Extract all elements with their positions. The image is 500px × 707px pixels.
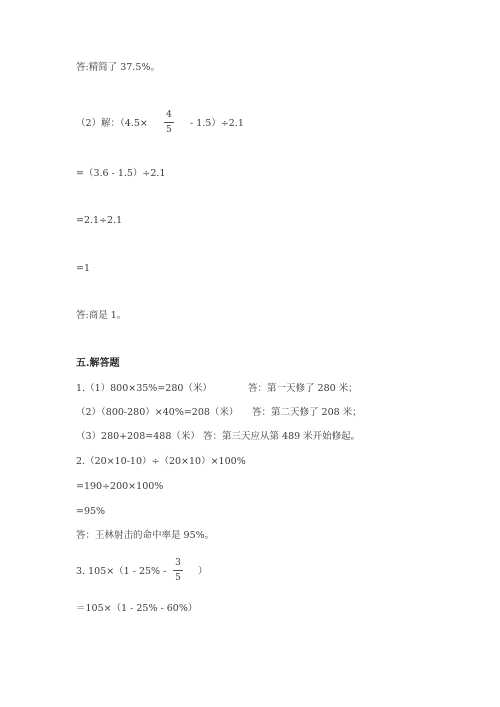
problem3-suffix: ） (198, 566, 208, 577)
problem3-fraction-denominator: 5 (175, 573, 181, 583)
problem3-fraction-numerator: 3 (175, 558, 181, 568)
answer-line-2: 答:商是 1。 (76, 310, 127, 321)
problem1-part3-answer: 答：第三天应从第 489 米开始修起。 (203, 431, 361, 442)
answer-line-1: 答:精简了 37.5%。 (76, 62, 160, 73)
problem1-part2-answer: 答：第二天修了 208 米； (252, 407, 362, 418)
problem3-prefix: 3. 105×（1 - 25% - (76, 566, 167, 577)
problem1-part3-calc: （3）280+208=488（米） (76, 431, 200, 442)
problem2-answer: 答：王林射击的命中率是 95%。 (76, 530, 215, 541)
part2-suffix: - 1.5）÷2.1 (190, 118, 244, 129)
step-line-1: =（3.6 - 1.5）÷2.1 (76, 168, 166, 179)
problem3-line-2: ＝105×（1 - 25% - 60%） (76, 603, 198, 614)
part2-fraction-denominator: 5 (166, 125, 172, 135)
problem3-fraction-bar (173, 570, 183, 571)
problem2-line-2: =190÷200×100% (76, 481, 164, 492)
problem1-part1-answer: 答：第一天修了 280 米； (248, 383, 358, 394)
problem1-part2-calc: （2）（800-280）×40%=208（米） (76, 407, 239, 418)
problem2-line-3: =95% (76, 506, 106, 517)
step-line-2: =2.1÷2.1 (76, 215, 123, 226)
part2-fraction-bar (164, 122, 174, 123)
problem2-line-1: 2.（20×10-10）÷（20×10）×100% (76, 456, 246, 467)
part2-prefix: （2）解：（4.5× (76, 118, 148, 129)
section-title: 五.解答题 (76, 358, 120, 369)
part2-fraction-numerator: 4 (166, 110, 172, 120)
problem1-part1-calc: 1.（1）800×35%=280（米） (76, 383, 212, 394)
step-line-3: =1 (76, 263, 91, 274)
